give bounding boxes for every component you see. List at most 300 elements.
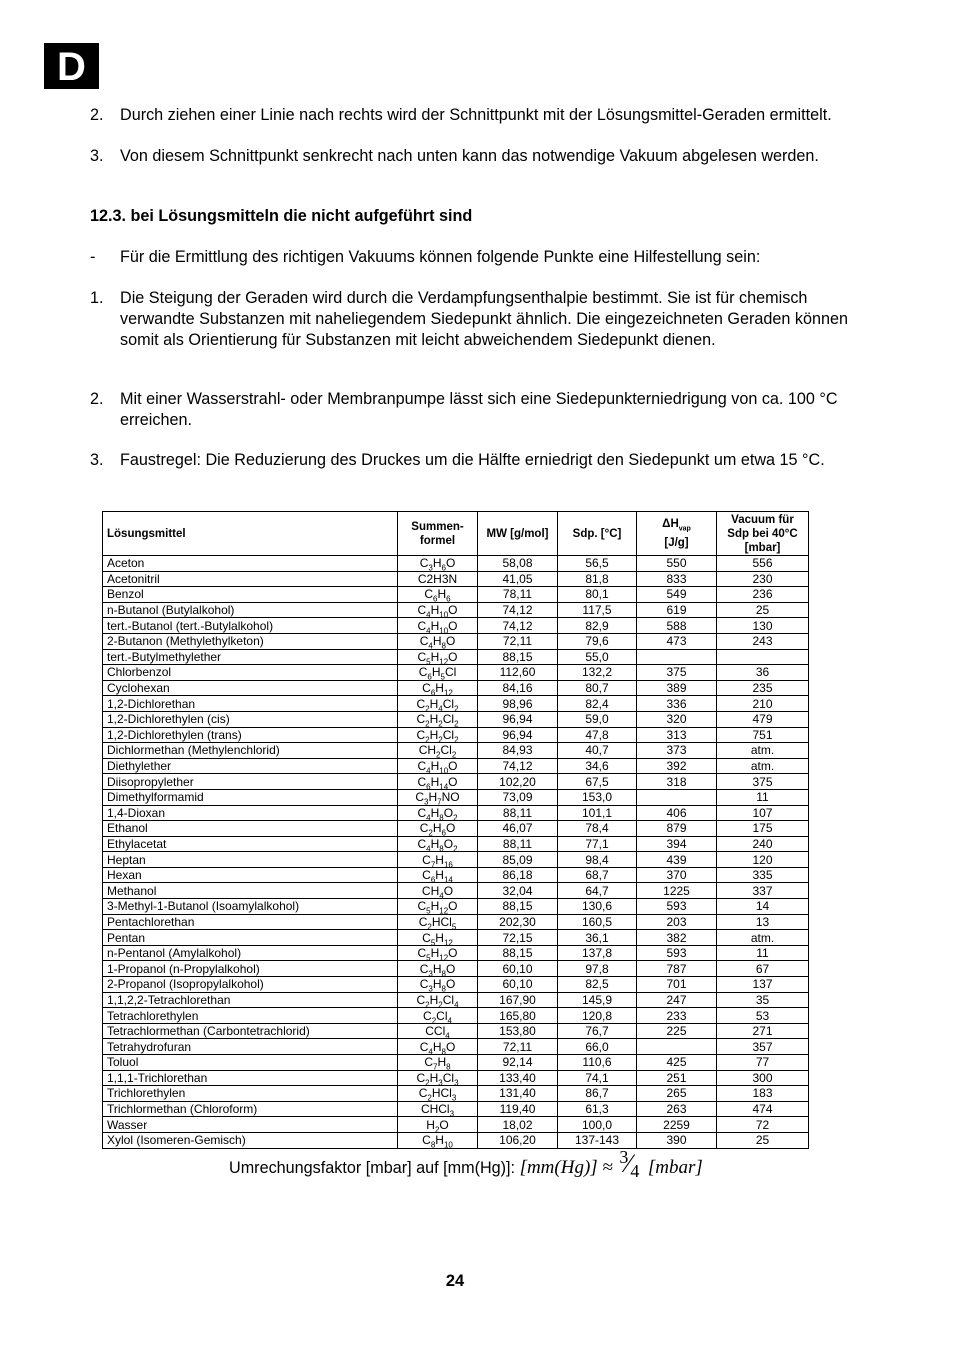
- vacuum-cell: 375: [717, 774, 809, 790]
- vacuum-cell: 479: [717, 711, 809, 727]
- formula-cell: $H_2O$: [398, 1117, 478, 1133]
- boiling-point-cell: 160,5: [558, 914, 637, 930]
- table-row: [103, 883, 809, 899]
- boiling-point-cell: 120,8: [558, 1008, 637, 1024]
- enthalpy-cell: 390: [637, 1132, 717, 1148]
- enthalpy-subscript: vap: [678, 525, 691, 533]
- enthalpy-cell: 394: [637, 836, 717, 852]
- table-header-row: [103, 512, 809, 556]
- vacuum-cell: 175: [717, 821, 809, 837]
- enthalpy-cell: 318: [637, 774, 717, 790]
- mw-cell: 74,12: [478, 618, 558, 634]
- fraction-numerator: 3: [619, 1147, 629, 1167]
- solvent-name-cell: Aceton: [103, 556, 398, 572]
- enthalpy-cell: 203: [637, 914, 717, 930]
- table-row: [103, 789, 809, 805]
- table-row: [103, 1117, 809, 1133]
- mw-cell: 106,20: [478, 1132, 558, 1148]
- boiling-point-cell: 82,5: [558, 977, 637, 993]
- formula-cell: $C_2HCl_5$: [398, 914, 478, 930]
- boiling-point-cell: 130,6: [558, 899, 637, 915]
- enthalpy-cell: 225: [637, 1023, 717, 1039]
- table-row: [103, 1008, 809, 1024]
- solvent-name-cell: Chlorbenzol: [103, 665, 398, 681]
- formula-cell: $C_4H_8O$: [398, 1039, 478, 1055]
- mw-cell: 88,11: [478, 805, 558, 821]
- enthalpy-cell: 619: [637, 602, 717, 618]
- solvent-name-cell: 1,2-Dichlorethylen (cis): [103, 711, 398, 727]
- table-row: [103, 649, 809, 665]
- table-row: [103, 852, 809, 868]
- table-row: [103, 867, 809, 883]
- list-text: Von diesem Schnittpunkt senkrecht nach unten kann das notwendige Vakuum abgelesen werden.: [120, 147, 819, 165]
- enthalpy-cell: 473: [637, 633, 717, 649]
- vacuum-cell: 137: [717, 977, 809, 993]
- enthalpy-cell: 2259: [637, 1117, 717, 1133]
- conversion-label: Umrechungsfaktor [mbar] auf [mm(Hg)]:: [229, 1159, 516, 1177]
- solvent-name-cell: 1,2-Dichlorethylen (trans): [103, 727, 398, 743]
- mw-cell: 98,96: [478, 696, 558, 712]
- table-row: [103, 680, 809, 696]
- enthalpy-cell: 375: [637, 665, 717, 681]
- solvent-name-cell: Ethanol: [103, 821, 398, 837]
- mw-cell: 165,80: [478, 1008, 558, 1024]
- enthalpy-cell: 382: [637, 930, 717, 946]
- formula-cell: $C_2HCl_3$: [398, 1086, 478, 1102]
- formula-cell: $C_3H_6O$: [398, 556, 478, 572]
- boiling-point-cell: 76,7: [558, 1023, 637, 1039]
- mw-cell: 96,94: [478, 711, 558, 727]
- formula-cell: $C_8H_{10}$: [398, 1132, 478, 1148]
- formula-cell: $C_2H_6O$: [398, 821, 478, 837]
- vacuum-cell: 337: [717, 883, 809, 899]
- vacuum-cell: 271: [717, 1023, 809, 1039]
- solvent-name-cell: Dimethylformamid: [103, 789, 398, 805]
- formula-cell: $C_2H_3Cl_3$: [398, 1070, 478, 1086]
- formula-cell: $CH_2Cl_2$: [398, 743, 478, 759]
- boiling-point-cell: 137,8: [558, 945, 637, 961]
- solvent-name-cell: 2-Butanon (Methylethylketon): [103, 633, 398, 649]
- formula-cell: $CH_4O$: [398, 883, 478, 899]
- table-row: [103, 930, 809, 946]
- vacuum-cell: 474: [717, 1101, 809, 1117]
- vacuum-cell: 25: [717, 602, 809, 618]
- formula-cell: $C_4H_8O$: [398, 633, 478, 649]
- solvent-name-cell: Pentan: [103, 930, 398, 946]
- enthalpy-cell: 336: [637, 696, 717, 712]
- boiling-point-cell: 81,8: [558, 571, 637, 587]
- mw-cell: 133,40: [478, 1070, 558, 1086]
- table-row: [103, 774, 809, 790]
- table-row: [103, 758, 809, 774]
- enthalpy-cell: 373: [637, 743, 717, 759]
- table-row: [103, 1101, 809, 1117]
- solvent-table: [102, 511, 809, 1149]
- enthalpy-cell: 313: [637, 727, 717, 743]
- boiling-point-cell: 78,4: [558, 821, 637, 837]
- solvent-name-cell: 1,2-Dichlorethan: [103, 696, 398, 712]
- vacuum-cell: 77: [717, 1055, 809, 1071]
- header-enthalpy: [637, 512, 717, 556]
- conversion-factor: [229, 1147, 703, 1181]
- mw-cell: 84,93: [478, 743, 558, 759]
- dash-bullet: -: [90, 248, 96, 266]
- mw-cell: 112,60: [478, 665, 558, 681]
- table-row: [103, 696, 809, 712]
- boiling-point-cell: 100,0: [558, 1117, 637, 1133]
- solvent-name-cell: 1,1,2,2-Tetrachlorethan: [103, 992, 398, 1008]
- formula-cell: $C_3H_8O$: [398, 977, 478, 993]
- table-row: [103, 1039, 809, 1055]
- table-row: [103, 602, 809, 618]
- solvent-name-cell: 2-Propanol (Isopropylalkohol): [103, 977, 398, 993]
- mw-cell: 88,15: [478, 649, 558, 665]
- mw-cell: 60,10: [478, 961, 558, 977]
- solvent-name-cell: n-Pentanol (Amylalkohol): [103, 945, 398, 961]
- vacuum-cell: 25: [717, 1132, 809, 1148]
- table-row: [103, 571, 809, 587]
- formula-cell: $C_2H_2Cl_2$: [398, 711, 478, 727]
- formula-cell: $C_6H_{14}O$: [398, 774, 478, 790]
- mw-cell: 92,14: [478, 1055, 558, 1071]
- formula-cell: $C_5H_{12}O$: [398, 899, 478, 915]
- mw-cell: 46,07: [478, 821, 558, 837]
- enthalpy-cell: 233: [637, 1008, 717, 1024]
- solvent-name-cell: Trichlorethylen: [103, 1086, 398, 1102]
- table-body: [103, 556, 809, 1149]
- table-row: [103, 1023, 809, 1039]
- formula-cell: $C_6H_{14}$: [398, 867, 478, 883]
- hint-number: 2.: [90, 390, 104, 408]
- mw-cell: 202,30: [478, 914, 558, 930]
- enthalpy-unit: [J/g]: [664, 537, 689, 550]
- mw-cell: 131,40: [478, 1086, 558, 1102]
- table-row: [103, 836, 809, 852]
- solvent-name-cell: Diisopropylether: [103, 774, 398, 790]
- vacuum-cell: atm.: [717, 930, 809, 946]
- boiling-point-cell: 101,1: [558, 805, 637, 821]
- list-number: 3.: [90, 147, 104, 165]
- vacuum-cell: 240: [717, 836, 809, 852]
- vacuum-cell: 556: [717, 556, 809, 572]
- mw-cell: 84,16: [478, 680, 558, 696]
- table-row: [103, 665, 809, 681]
- solvent-name-cell: 3-Methyl-1-Butanol (Isoamylalkohol): [103, 899, 398, 915]
- enthalpy-cell: 389: [637, 680, 717, 696]
- table-row: [103, 1086, 809, 1102]
- boiling-point-cell: 56,5: [558, 556, 637, 572]
- mw-cell: 96,94: [478, 727, 558, 743]
- solvent-name-cell: Acetonitril: [103, 571, 398, 587]
- enthalpy-cell: 550: [637, 556, 717, 572]
- header-vacuum: Vacuum für Sdp bei 40°C [mbar]: [717, 512, 809, 556]
- solvent-name-cell: Hexan: [103, 867, 398, 883]
- vacuum-cell: 11: [717, 945, 809, 961]
- enthalpy-cell: 425: [637, 1055, 717, 1071]
- table-row: [103, 1070, 809, 1086]
- hint-text: Die Steigung der Geraden wird durch die Verdampfungsenthalpie bestimmt. Sie ist für chemisch verwandte Substanzen mit naheliegendem Siedepunkt ähnlich. Die eingezeichneten Geraden können somit als Orientierung für Substanzen mit leicht abweichendem Siedepunkt dienen.: [120, 289, 849, 349]
- boiling-point-cell: 110,6: [558, 1055, 637, 1071]
- boiling-point-cell: 55,0: [558, 649, 637, 665]
- vacuum-cell: 11: [717, 789, 809, 805]
- enthalpy-cell: 370: [637, 867, 717, 883]
- boiling-point-cell: 77,1: [558, 836, 637, 852]
- vacuum-cell: 53: [717, 1008, 809, 1024]
- enthalpy-cell: 879: [637, 821, 717, 837]
- solvent-name-cell: Dichlormethan (Methylenchlorid): [103, 743, 398, 759]
- boiling-point-cell: 47,8: [558, 727, 637, 743]
- mw-cell: 60,10: [478, 977, 558, 993]
- formula-cell: $C_4H_8O_2$: [398, 836, 478, 852]
- mw-cell: 167,90: [478, 992, 558, 1008]
- boiling-point-cell: 59,0: [558, 711, 637, 727]
- formula-cell: CCl$_4$: [398, 1023, 478, 1039]
- list-number: 2.: [90, 106, 104, 124]
- boiling-point-cell: 68,7: [558, 867, 637, 883]
- vacuum-cell: 35: [717, 992, 809, 1008]
- solvent-name-cell: Pentachlorethan: [103, 914, 398, 930]
- table-row: [103, 556, 809, 572]
- vacuum-cell: 67: [717, 961, 809, 977]
- mw-cell: 18,02: [478, 1117, 558, 1133]
- language-tab: D: [44, 43, 99, 89]
- mw-cell: 73,09: [478, 789, 558, 805]
- vacuum-cell: 120: [717, 852, 809, 868]
- hint-number: 3.: [90, 451, 104, 469]
- solvent-name-cell: Heptan: [103, 852, 398, 868]
- vacuum-cell: [717, 649, 809, 665]
- header-formula: Summen-formel: [398, 512, 478, 556]
- vacuum-cell: 210: [717, 696, 809, 712]
- boiling-point-cell: 132,2: [558, 665, 637, 681]
- mw-cell: 72,11: [478, 1039, 558, 1055]
- fraction: [617, 1147, 643, 1181]
- list-item: [90, 146, 870, 167]
- table-row: [103, 914, 809, 930]
- vacuum-cell: 357: [717, 1039, 809, 1055]
- mw-cell: 102,20: [478, 774, 558, 790]
- boiling-point-cell: 82,9: [558, 618, 637, 634]
- vacuum-cell: 230: [717, 571, 809, 587]
- boiling-point-cell: 64,7: [558, 883, 637, 899]
- table-row: [103, 711, 809, 727]
- mw-cell: 86,18: [478, 867, 558, 883]
- boiling-point-cell: 36,1: [558, 930, 637, 946]
- boiling-point-cell: 145,9: [558, 992, 637, 1008]
- table-row: [103, 1055, 809, 1071]
- boiling-point-cell: 40,7: [558, 743, 637, 759]
- mw-cell: 88,11: [478, 836, 558, 852]
- solvent-name-cell: tert.-Butylmethylether: [103, 649, 398, 665]
- table-row: [103, 743, 809, 759]
- vacuum-cell: 751: [717, 727, 809, 743]
- solvent-name-cell: 1,1,1-Trichlorethan: [103, 1070, 398, 1086]
- mw-cell: 88,15: [478, 899, 558, 915]
- formula-cell: $C_7H_{16}$: [398, 852, 478, 868]
- solvent-name-cell: Ethylacetat: [103, 836, 398, 852]
- boiling-point-cell: 98,4: [558, 852, 637, 868]
- enthalpy-cell: 1225: [637, 883, 717, 899]
- vacuum-cell: 335: [717, 867, 809, 883]
- boiling-point-cell: 137-143: [558, 1132, 637, 1148]
- enthalpy-cell: 439: [637, 852, 717, 868]
- enthalpy-cell: 701: [637, 977, 717, 993]
- formula-cell: $C_5H_{12}O$: [398, 945, 478, 961]
- table-row: [103, 587, 809, 603]
- formula-cell: $C_2Cl_4$: [398, 1008, 478, 1024]
- solvent-name-cell: Trichlormethan (Chloroform): [103, 1101, 398, 1117]
- boiling-point-cell: 67,5: [558, 774, 637, 790]
- enthalpy-cell: [637, 1039, 717, 1055]
- hint-text: Faustregel: Die Reduzierung des Druckes um die Hälfte erniedrigt den Siedepunkt um etwa 15 °C.: [120, 451, 825, 469]
- header-solvent: Lösungsmittel: [103, 512, 398, 556]
- boiling-point-cell: 61,3: [558, 1101, 637, 1117]
- boiling-point-cell: 80,1: [558, 587, 637, 603]
- vacuum-cell: 183: [717, 1086, 809, 1102]
- solvent-name-cell: tert.-Butanol (tert.-Butylalkohol): [103, 618, 398, 634]
- solvent-name-cell: Diethylether: [103, 758, 398, 774]
- formula-cell: $C_6H_5Cl$: [398, 665, 478, 681]
- vacuum-cell: 36: [717, 665, 809, 681]
- solvent-name-cell: Xylol (Isomeren-Gemisch): [103, 1132, 398, 1148]
- mw-cell: 72,15: [478, 930, 558, 946]
- fraction-denominator: 4: [630, 1161, 640, 1181]
- solvent-name-cell: 1,4-Dioxan: [103, 805, 398, 821]
- formula-cell: $C_5H_{12}$: [398, 930, 478, 946]
- enthalpy-cell: [637, 789, 717, 805]
- enthalpy-cell: 549: [637, 587, 717, 603]
- table-row: [103, 727, 809, 743]
- table-row: [103, 899, 809, 915]
- enthalpy-cell: 593: [637, 945, 717, 961]
- hint-number: 1.: [90, 289, 104, 307]
- boiling-point-cell: 86,7: [558, 1086, 637, 1102]
- enthalpy-cell: 392: [637, 758, 717, 774]
- table-row: [103, 977, 809, 993]
- mw-cell: 153,80: [478, 1023, 558, 1039]
- mw-cell: 88,15: [478, 945, 558, 961]
- hint-item: [90, 389, 870, 431]
- solvent-name-cell: Tetrachlormethan (Carbontetrachlorid): [103, 1023, 398, 1039]
- list-item: [90, 105, 870, 126]
- formula-cell: $C_5H_{12}O$: [398, 649, 478, 665]
- solvent-name-cell: Benzol: [103, 587, 398, 603]
- header-boiling-point: Sdp. [°C]: [558, 512, 637, 556]
- enthalpy-cell: 263: [637, 1101, 717, 1117]
- solvent-name-cell: 1-Propanol (n-Propylalkohol): [103, 961, 398, 977]
- formula-cell: $C_4H_8O_2$: [398, 805, 478, 821]
- mw-cell: 74,12: [478, 758, 558, 774]
- boiling-point-cell: 79,6: [558, 633, 637, 649]
- formula-cell: CHCl$_3$: [398, 1101, 478, 1117]
- enthalpy-cell: 833: [637, 571, 717, 587]
- boiling-point-cell: 97,8: [558, 961, 637, 977]
- vacuum-cell: atm.: [717, 743, 809, 759]
- vacuum-cell: 107: [717, 805, 809, 821]
- formula-cell: $C_7H_8$: [398, 1055, 478, 1071]
- enthalpy-cell: 265: [637, 1086, 717, 1102]
- formula-cell: $C_2H_4Cl_2$: [398, 696, 478, 712]
- table-row: [103, 992, 809, 1008]
- section-heading: 12.3. bei Lösungsmitteln die nicht aufgeführt sind: [90, 207, 473, 225]
- solvent-name-cell: Tetrahydrofuran: [103, 1039, 398, 1055]
- formula-cell: $C_4H_{10}O$: [398, 618, 478, 634]
- boiling-point-cell: 82,4: [558, 696, 637, 712]
- formula-cell: $C_6H_6$: [398, 587, 478, 603]
- enthalpy-cell: 247: [637, 992, 717, 1008]
- enthalpy-cell: 588: [637, 618, 717, 634]
- fraction-slash: ⁄: [626, 1149, 631, 1178]
- table-row: [103, 945, 809, 961]
- vacuum-cell: 235: [717, 680, 809, 696]
- formula-cell: $C_4H_{10}O$: [398, 602, 478, 618]
- enthalpy-cell: [637, 649, 717, 665]
- page-number: 24: [445, 1272, 465, 1290]
- hint-text: Mit einer Wasserstrahl- oder Membranpumpe lässt sich eine Siedepunkterniedrigung von ca. 100 °C erreichen.: [120, 390, 838, 429]
- vacuum-cell: 243: [717, 633, 809, 649]
- enthalpy-cell: 593: [637, 899, 717, 915]
- dash-item: [90, 247, 870, 268]
- table-row: [103, 1132, 809, 1148]
- formula-cell: $C_3H_8O$: [398, 961, 478, 977]
- solvent-name-cell: Methanol: [103, 883, 398, 899]
- vacuum-cell: atm.: [717, 758, 809, 774]
- solvent-name-cell: Toluol: [103, 1055, 398, 1071]
- solvent-name-cell: Wasser: [103, 1117, 398, 1133]
- dash-text: Für die Ermittlung des richtigen Vakuums können folgende Punkte eine Hilfestellung sein:: [120, 248, 761, 266]
- formula-cell: $C_2H_2Cl_4$: [398, 992, 478, 1008]
- boiling-point-cell: 74,1: [558, 1070, 637, 1086]
- table-row: [103, 961, 809, 977]
- solvent-name-cell: n-Butanol (Butylalkohol): [103, 602, 398, 618]
- conversion-lhs: [mm(Hg)] ≈: [519, 1157, 613, 1178]
- formula-cell: $C_3H_7NO$: [398, 789, 478, 805]
- conversion-rhs: [mbar]: [647, 1157, 703, 1178]
- vacuum-cell: 14: [717, 899, 809, 915]
- mw-cell: 32,04: [478, 883, 558, 899]
- mw-cell: 41,05: [478, 571, 558, 587]
- hint-item: [90, 288, 870, 350]
- enthalpy-cell: 787: [637, 961, 717, 977]
- boiling-point-cell: 80,7: [558, 680, 637, 696]
- boiling-point-cell: 34,6: [558, 758, 637, 774]
- solvent-name-cell: Tetrachlorethylen: [103, 1008, 398, 1024]
- enthalpy-cell: 320: [637, 711, 717, 727]
- mw-cell: 85,09: [478, 852, 558, 868]
- vacuum-cell: 72: [717, 1117, 809, 1133]
- vacuum-cell: 130: [717, 618, 809, 634]
- mw-cell: 78,11: [478, 587, 558, 603]
- mw-cell: 119,40: [478, 1101, 558, 1117]
- formula-cell: $C_4H_{10}O$: [398, 758, 478, 774]
- list-text: Durch ziehen einer Linie nach rechts wird der Schnittpunkt mit der Lösungsmittel-Geraden ermittelt.: [120, 106, 832, 124]
- table-row: [103, 633, 809, 649]
- boiling-point-cell: 117,5: [558, 602, 637, 618]
- table-row: [103, 618, 809, 634]
- mw-cell: 72,11: [478, 633, 558, 649]
- formula-cell: C2H3N: [398, 571, 478, 587]
- vacuum-cell: 300: [717, 1070, 809, 1086]
- vacuum-cell: 236: [717, 587, 809, 603]
- formula-cell: $C_2H_2Cl_2$: [398, 727, 478, 743]
- boiling-point-cell: 66,0: [558, 1039, 637, 1055]
- table-row: [103, 821, 809, 837]
- enthalpy-cell: 251: [637, 1070, 717, 1086]
- hint-item: [90, 450, 870, 471]
- mw-cell: 58,08: [478, 556, 558, 572]
- mw-cell: 74,12: [478, 602, 558, 618]
- table-row: [103, 805, 809, 821]
